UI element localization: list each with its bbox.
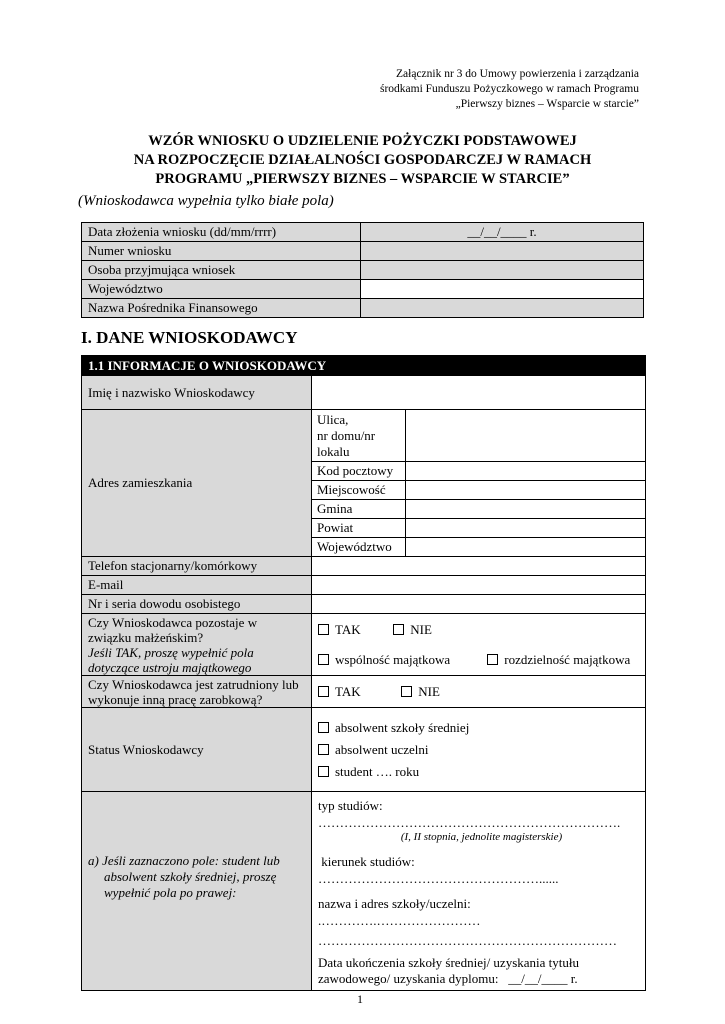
- status-option-university[interactable]: [318, 739, 645, 761]
- checkbox-icon[interactable]: [318, 654, 329, 665]
- application-number-label: Numer wniosku: [82, 242, 361, 261]
- checkbox-icon[interactable]: [318, 766, 329, 777]
- employment-no-label: NIE: [418, 683, 440, 699]
- separate-property-label: rozdzielność majątkowa: [504, 651, 631, 667]
- joint-property-label: wspólność majątkowa: [335, 651, 451, 667]
- employment-yes-option[interactable]: [318, 684, 398, 700]
- annex-note: [319, 67, 639, 112]
- marriage-question-line-1: Czy Wnioskodawca pozostaje w: [88, 614, 258, 630]
- studies-instruction-line-2: absolwent szkoły średniej, proszę: [104, 868, 277, 884]
- section-heading: I. DANE WNIOSKODAWCY: [81, 328, 298, 347]
- marriage-options: [312, 614, 646, 676]
- intermediary-label: Nazwa Pośrednika Finansowego: [82, 299, 361, 318]
- status-option-university-label: absolwent uczelni: [335, 741, 429, 757]
- voivodeship-office-label: Województwo: [82, 280, 361, 299]
- address-voivodeship-label: Województwo: [312, 538, 406, 557]
- name-field[interactable]: [312, 376, 646, 410]
- address-label: Adres zamieszkania: [82, 410, 312, 557]
- studies-instruction: [82, 792, 312, 991]
- id-document-label: Nr i seria dowodu osobistego: [82, 595, 312, 614]
- checkbox-icon[interactable]: [401, 686, 412, 697]
- status-options: [312, 708, 646, 792]
- school-name-label: nazwa i adres szkoły/uczelni:: [318, 896, 471, 911]
- studies-instruction-line-3: wypełnić pola po prawej:: [104, 884, 237, 900]
- postal-code-label: Kod pocztowy: [312, 462, 406, 481]
- employment-question-line-1: Czy Wnioskodawca jest zatrudniony lub: [88, 676, 299, 692]
- annex-line-2: środkami Funduszu Pożyczkowego w ramach Programu: [379, 83, 639, 95]
- separate-property-option[interactable]: [487, 652, 630, 668]
- address-voivodeship-field[interactable]: [406, 538, 646, 557]
- submission-date-field: __/__/____ r.: [361, 223, 644, 242]
- studies-fields: [312, 792, 646, 991]
- marriage-question: [82, 614, 312, 676]
- joint-property-option[interactable]: [318, 652, 484, 668]
- studies-instruction-line-1: a) Jeśli zaznaczono pole: student lub: [88, 852, 280, 868]
- street-label-line-2: nr domu/nr: [317, 427, 376, 443]
- study-field-input[interactable]: ……………………………………………......: [318, 870, 559, 886]
- checkbox-icon[interactable]: [318, 744, 329, 755]
- submission-date-label: Data złożenia wniosku (dd/mm/rrrr): [82, 223, 361, 242]
- title-line-1: WZÓR WNIOSKU O UDZIELENIE POŻYCZKI PODSTAWOWEJ: [148, 133, 577, 149]
- title-line-2: NA ROZPOCZĘCIE DZIAŁALNOŚCI GOSPODARCZEJ W RAMACH: [133, 152, 592, 168]
- street-field[interactable]: [406, 410, 646, 462]
- fill-instruction: (Wnioskodawca wypełnia tylko białe pola): [78, 193, 334, 209]
- email-field[interactable]: [312, 576, 646, 595]
- name-label: Imię i nazwisko Wnioskodawcy: [82, 376, 312, 410]
- county-field[interactable]: [406, 519, 646, 538]
- status-option-secondary-label: absolwent szkoły średniej: [335, 719, 470, 735]
- status-option-student-label: student …. roku: [335, 763, 420, 779]
- subsection-header: 1.1 INFORMACJE O WNIOSKODAWCY: [82, 356, 646, 376]
- status-option-student[interactable]: [318, 761, 645, 783]
- study-type-label: typ studiów:: [318, 798, 383, 813]
- status-label: Status Wnioskodawcy: [82, 708, 312, 792]
- marriage-note-line-2: dotyczące ustroju majątkowego: [88, 659, 252, 675]
- employment-question: [82, 676, 312, 708]
- street-label-line-3: lokalu: [317, 443, 350, 459]
- intermediary-field: [361, 299, 644, 318]
- street-label-line-1: Ulica,: [317, 411, 349, 427]
- employment-no-option[interactable]: [401, 684, 440, 700]
- email-label: E-mail: [82, 576, 312, 595]
- municipality-field[interactable]: [406, 500, 646, 519]
- checkbox-icon[interactable]: [318, 722, 329, 733]
- page-number: 1: [357, 992, 363, 1006]
- graduation-label-line-1: Data ukończenia szkoły średniej/ uzyskania tytułu: [318, 954, 580, 970]
- employment-yes-label: TAK: [335, 683, 361, 699]
- id-document-field[interactable]: [312, 595, 646, 614]
- annex-line-3: „Pierwszy biznes – Wsparcie w starcie”: [455, 98, 639, 110]
- street-label: [312, 410, 406, 462]
- applicant-info-table: [81, 355, 646, 991]
- marriage-no-option[interactable]: [393, 622, 432, 638]
- graduation-date-field[interactable]: zawodowego/ uzyskania dyplomu: __/__/____ r.: [318, 971, 578, 986]
- marriage-question-line-2: związku małżeńskim?: [88, 629, 204, 645]
- study-field-label: kierunek studiów:: [318, 854, 415, 869]
- document-title: [80, 132, 645, 189]
- voivodeship-office-field[interactable]: [361, 280, 644, 299]
- title-line-3: PROGRAMU „PIERWSZY BIZNES – WSPARCIE W STARCIE”: [155, 171, 570, 187]
- phone-field[interactable]: [312, 557, 646, 576]
- postal-code-field[interactable]: [406, 462, 646, 481]
- checkbox-icon[interactable]: [487, 654, 498, 665]
- checkbox-icon[interactable]: [318, 686, 329, 697]
- employment-question-line-2: wykonuje inną pracę zarobkową?: [88, 691, 263, 707]
- municipality-label: Gmina: [312, 500, 406, 519]
- school-name-field-2[interactable]: ……………………………………………………………: [318, 933, 617, 948]
- marriage-note-line-1: Jeśli TAK, proszę wypełnić pola: [88, 644, 254, 660]
- county-label: Powiat: [312, 519, 406, 538]
- checkbox-icon[interactable]: [393, 624, 404, 635]
- phone-label: Telefon stacjonarny/komórkowy: [82, 557, 312, 576]
- status-option-secondary[interactable]: [318, 717, 645, 739]
- receiver-label: Osoba przyjmująca wniosek: [82, 261, 361, 280]
- marriage-yes-label: TAK: [335, 621, 361, 637]
- marriage-no-label: NIE: [410, 621, 432, 637]
- application-number-field: [361, 242, 644, 261]
- study-type-field[interactable]: …………………………………………………………….: [318, 814, 621, 830]
- study-type-note: (I, II stopnia, jednolite magisterskie): [400, 831, 563, 843]
- checkbox-icon[interactable]: [318, 624, 329, 635]
- city-label: Miejscowość: [312, 481, 406, 500]
- annex-line-1: Załącznik nr 3 do Umowy powierzenia i zarządzania: [396, 68, 639, 80]
- office-use-table: [81, 222, 644, 318]
- employment-options: [312, 676, 646, 708]
- school-name-field-1[interactable]: .………….……………………: [318, 912, 481, 928]
- city-field[interactable]: [406, 481, 646, 500]
- marriage-yes-option[interactable]: [318, 622, 390, 638]
- receiver-field: [361, 261, 644, 280]
